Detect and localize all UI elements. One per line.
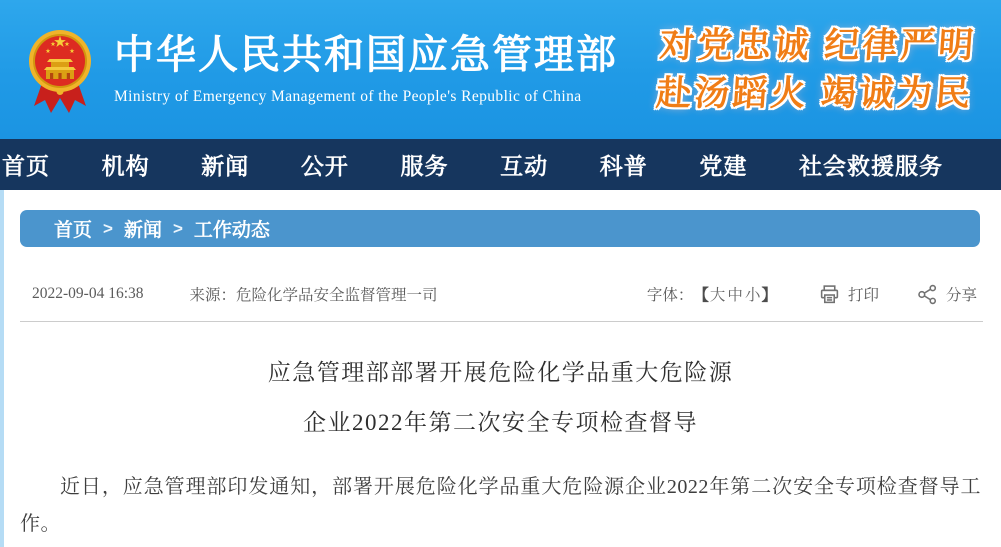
nav-item-social-rescue[interactable]: 社会救援服务 [799, 153, 943, 179]
site-subtitle: Ministry of Emergency Management of the People's Republic of China [114, 88, 582, 105]
print-button[interactable] [819, 283, 879, 305]
slogan-line-1: 对党忠诚 纪律严明 [658, 25, 979, 65]
nav-item-public[interactable]: 公开 [300, 153, 349, 179]
slogan-line-2: 赴汤蹈火 竭诚为民 [655, 73, 975, 113]
font-bracket-open: 【 [693, 287, 709, 304]
print-label: 打印 [847, 287, 879, 304]
breadcrumb [20, 210, 980, 247]
share-icon [917, 284, 938, 305]
article-body-paragraph: 近日，应急管理部印发通知，部署开展危险化学品重大危险源企业2022年第二次安全专项检查督导工作。 [20, 476, 981, 535]
left-accent-strip [0, 190, 4, 547]
nav-item-service[interactable]: 服务 [400, 153, 449, 179]
header-titles [114, 33, 618, 106]
article-meta-row [32, 283, 977, 305]
national-emblem-icon [28, 25, 92, 115]
share-button[interactable] [917, 283, 977, 305]
nav-item-org[interactable]: 机构 [101, 153, 150, 179]
main-nav [0, 139, 1001, 190]
breadcrumb-news[interactable]: 新闻 [123, 220, 162, 241]
breadcrumb-current: 工作动态 [193, 220, 270, 241]
site-header [0, 0, 1001, 139]
meta-divider [20, 321, 983, 322]
article-date: 2022-09-04 16:38 [32, 285, 144, 302]
article-source: 来源：危险化学品安全监督管理一司 [189, 287, 438, 304]
breadcrumb-separator: > [172, 218, 183, 238]
article-title-line-1: 应急管理部部署开展危险化学品重大危险源 [267, 360, 734, 385]
article-title [0, 348, 1001, 448]
nav-item-science[interactable]: 科普 [599, 153, 648, 179]
breadcrumb-home[interactable]: 首页 [54, 220, 93, 241]
article-title-line-2: 企业2022年第二次安全专项检查督导 [303, 410, 698, 435]
font-size-medium-button[interactable]: 中 [727, 287, 743, 304]
breadcrumb-separator: > [103, 218, 113, 238]
header-slogan [655, 22, 978, 118]
font-size-small-button[interactable]: 小 [744, 287, 761, 304]
share-label: 分享 [945, 287, 977, 304]
font-bracket-close: 】 [761, 287, 777, 304]
nav-item-news[interactable]: 新闻 [201, 153, 250, 179]
article-tools [647, 283, 977, 305]
nav-item-party[interactable]: 党建 [699, 153, 748, 179]
site-title: 中华人民共和国应急管理部 [114, 33, 618, 77]
printer-icon [819, 284, 840, 305]
nav-item-home[interactable]: 首页 [2, 153, 50, 179]
font-size-label: 字体： [646, 287, 694, 304]
nav-item-interact[interactable]: 互动 [500, 153, 549, 179]
font-size-large-button[interactable]: 大 [709, 287, 726, 304]
